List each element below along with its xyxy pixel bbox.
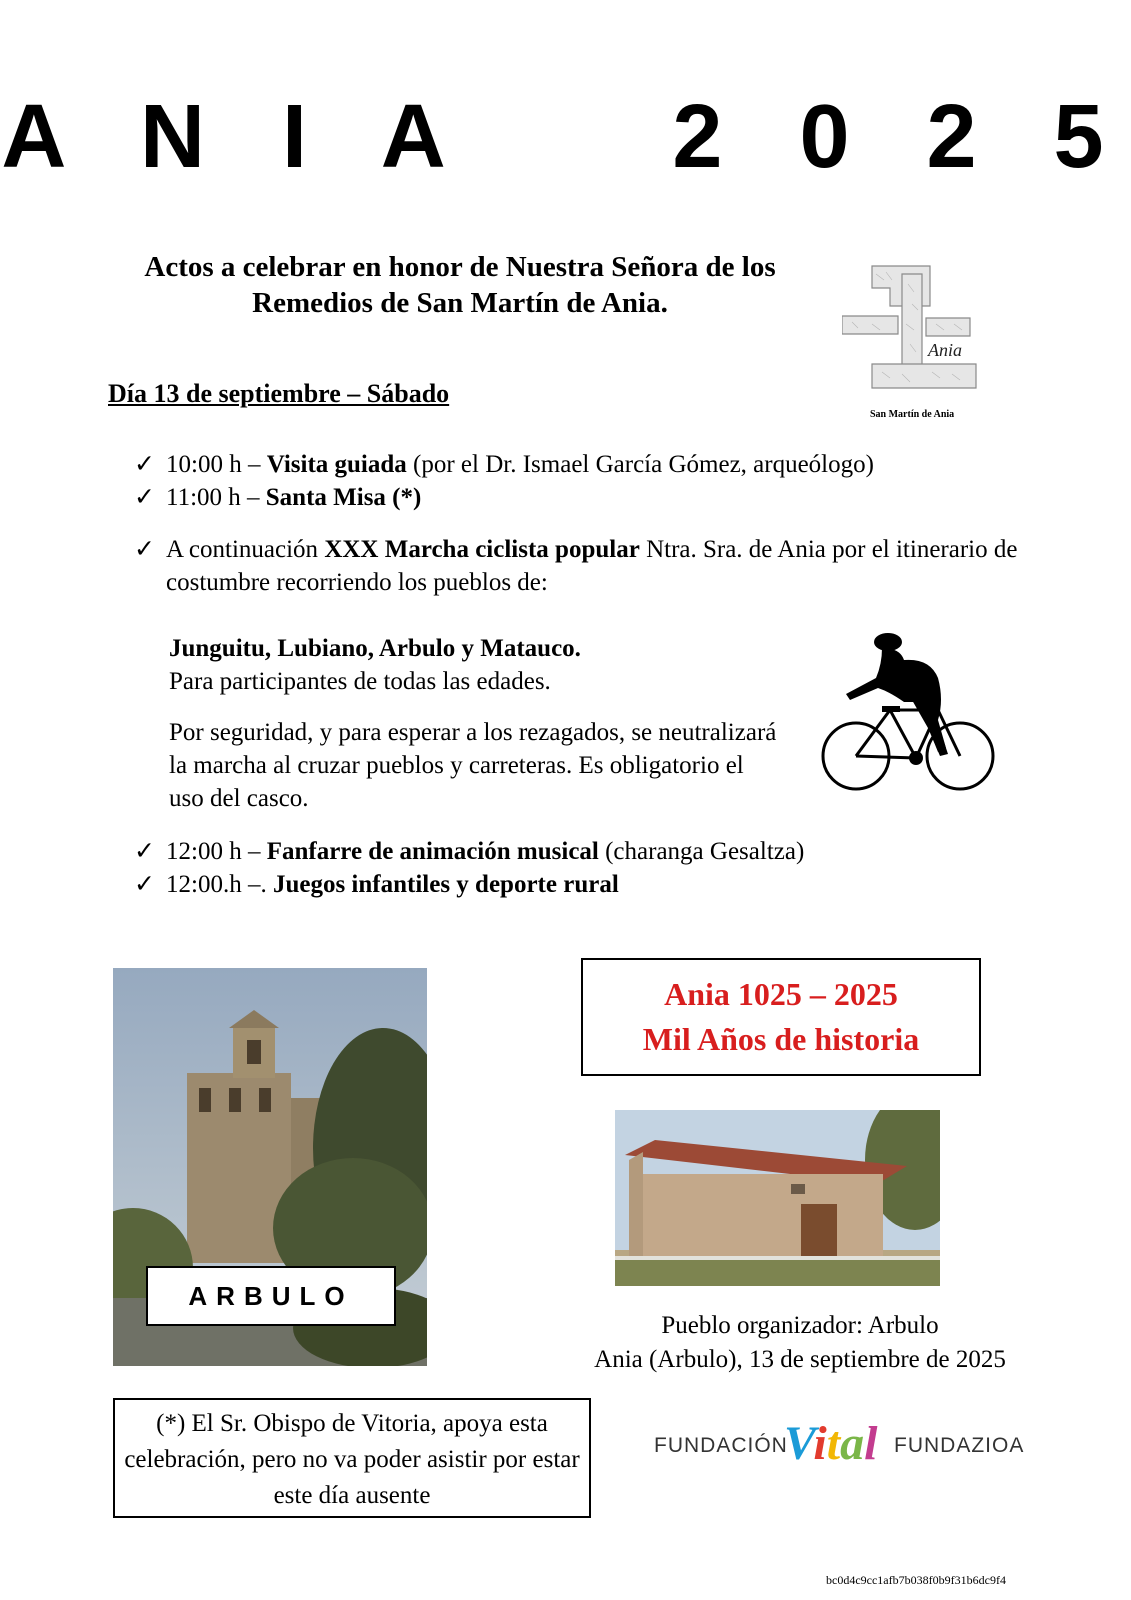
list-item: ✓ 10:00 h – Visita guiada (por el Dr. Ismael García Gómez, arqueólogo) (134, 448, 1034, 481)
sponsor-brand-letter: t (826, 1417, 841, 1470)
sponsor-brand-letter: l (864, 1417, 878, 1470)
history-box (581, 958, 981, 1076)
sponsor-logo (650, 1417, 1050, 1470)
sponsor-brand-letter: V (784, 1417, 814, 1470)
check-icon: ✓ (134, 536, 155, 563)
document-hash: bc0d4c9cc1afb7b038f0b9f31b6dc9f4 (826, 1573, 1006, 1587)
sponsor-left: FUNDACIÓN (654, 1434, 788, 1457)
ania-logo (842, 244, 1012, 434)
organizer-info (540, 1309, 1060, 1377)
day-heading: Día 13 de septiembre – Sábado (108, 379, 450, 408)
list-item: ✓ 11:00 h – Santa Misa (*) (134, 481, 1034, 514)
sponsor-right: FUNDAZIOA (894, 1434, 1025, 1457)
bishop-note: (*) El Sr. Obispo de Vitoria, apoya esta celebración, pero no va poder asistir por estar este día ausente (113, 1398, 591, 1518)
sponsor-brand-letter: a (840, 1417, 865, 1470)
list-item: ✓ 12:00 h – Fanfarre de animación musical (charanga Gesaltza) (134, 835, 1034, 868)
organizer-line-2: Ania (Arbulo), 13 de septiembre de 2025 (594, 1346, 1006, 1373)
check-icon: ✓ (134, 838, 155, 865)
sponsor-brand-letter: i (813, 1417, 827, 1470)
arbulo-label: ARBULO (146, 1266, 396, 1326)
cyclist-icon (820, 630, 1000, 810)
subtitle: Actos a celebrar en honor de Nuestra Señora de los Remedios de San Martín de Ania. (144, 251, 776, 319)
organizer-line-1: Pueblo organizador: Arbulo (661, 1312, 939, 1339)
list-item: ✓ 12:00.h –. Juegos infantiles y deporte rural (134, 868, 1034, 901)
hermitage-photo (615, 1110, 940, 1286)
safety-note: Por seguridad, y para esperar a los rezagados, se neutralizará la marcha al cruzar pueblos y carreteras. Es obligatorio el uso del casco. (169, 719, 777, 812)
check-icon: ✓ (134, 451, 155, 478)
towns: Junguitu, Lubiano, Arbulo y Matauco. (169, 635, 581, 662)
check-icon: ✓ (134, 871, 155, 898)
history-line-2: Mil Años de historia (642, 1021, 920, 1057)
logo-mark: Ania (928, 340, 962, 360)
page-title: A N I A 2 0 2 5 (1, 87, 1130, 187)
logo-caption: San Martín de Ania (870, 409, 955, 420)
list-item: ✓ A continuación XXX Marcha ciclista popular Ntra. Sra. de Ania por el itinerario de costumbre recorriendo los pueblos de: (134, 533, 1034, 599)
sponsor-brand (784, 1416, 877, 1471)
participants: Para participantes de todas las edades. (169, 668, 551, 695)
check-icon: ✓ (134, 484, 155, 511)
history-line-1: Ania 1025 – 2025 (664, 976, 898, 1012)
